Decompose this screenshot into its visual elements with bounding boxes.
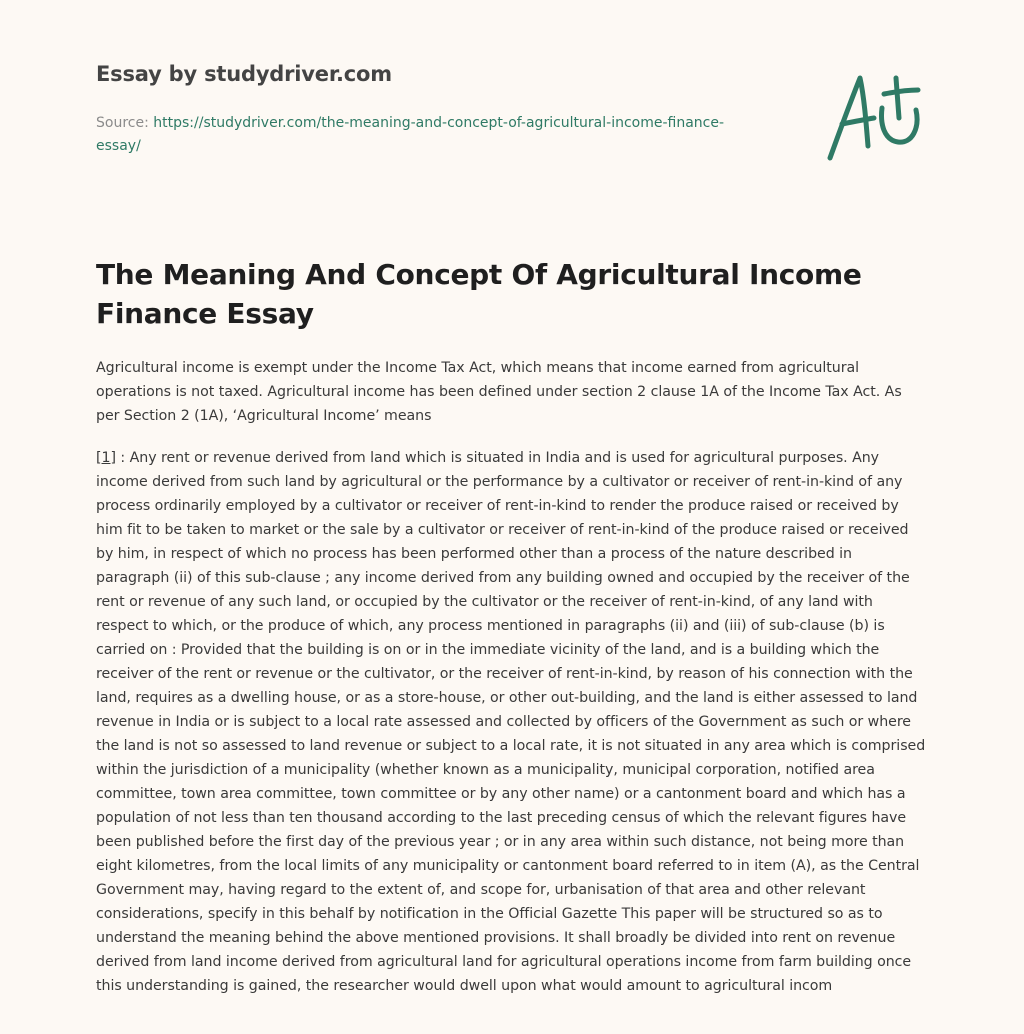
article-title: The Meaning And Concept Of Agricultural Income Finance Essay <box>96 258 862 330</box>
source-line <box>96 112 736 158</box>
site-brand: Essay by studydriver.com <box>96 62 392 86</box>
source-label: Source: <box>96 115 154 131</box>
a-plus-logo <box>820 66 930 166</box>
definition-text: : Any rent or revenue derived from land which is situated in India and is used for agricultural purposes. Any income derived from such land by agricultural or the performance by a cultivator or receiver of rent-in-kind of any process ordinarily employed by a cultivator or receiver of rent-in-kind to render the produce raised or received by him fit to be taken to market or the sale by a cultivator or receiver of rent-in-kind of the produce raised or received by him, in respect of which no process has been performed other than a process of the nature described in paragraph (ii) of this sub-clause ; any income derived from any building owned and occupied by the receiver of the rent or revenue of any such land, or occupied by the cultivator or the receiver of rent-in-kind, of any land with respect to which, or the produce of which, any process mentioned in paragraphs (ii) and (iii) of sub-clause (b) is carried on : Provided that the building is on or in the immediate vicinity of the land, and is a building which the receiver of the rent or revenue or the cultivator, or the receiver of rent-in-kind, by reason of his connection with the land, requires as a dwelling house, or as a store-house, or other out-building, and the land is either assessed to land revenue in India or is subject to a local rate assessed and collected by officers of the Government as such or where the land is not so assessed to land revenue or subject to a local rate, it is not situated in any area which is comprised within the jurisdiction of a municipality (whether known as a municipality, municipal corporation, notified area committee, town area committee, town committee or by any other name) or a cantonment board and which has a population of not less than ten thousand according to the last preceding census of which the relevant figures have been published before the first day of the previous year ; or in any area within such distance, not being more than eight kilometres, from the local limits of any municipality or cantonment board referred to in item (A), as the Central Government may, having regard to the extent of, and scope for, urbanisation of that area and other relevant considerations, specify in this behalf by notification in the Official Gazette This paper will be structured so as to understand the meaning behind the above mentioned provisions. It shall broadly be divided into rent on revenue derived from land income derived from agricultural land for agricultural operations income from farm building once this understanding is gained, the researcher would dwell upon what would amount to agricultural incom <box>96 450 926 994</box>
site-header <box>96 62 796 86</box>
a-plus-logo-icon <box>820 66 930 166</box>
source-link[interactable]: https://studydriver.com/the-meaning-and-concept-of-agricultural-income-finance-essay/ <box>96 115 725 154</box>
definition-paragraph <box>96 446 928 998</box>
article-body <box>96 356 928 1016</box>
footnote-ref-link[interactable]: [1] <box>96 450 116 466</box>
intro-paragraph: Agricultural income is exempt under the Income Tax Act, which means that income earned from agricultural operations is not taxed. Agricultural income has been defined under section 2 clause 1A of the Income Tax Act. As per Section 2 (1A), ‘Agricultural Income’ means <box>96 360 902 424</box>
